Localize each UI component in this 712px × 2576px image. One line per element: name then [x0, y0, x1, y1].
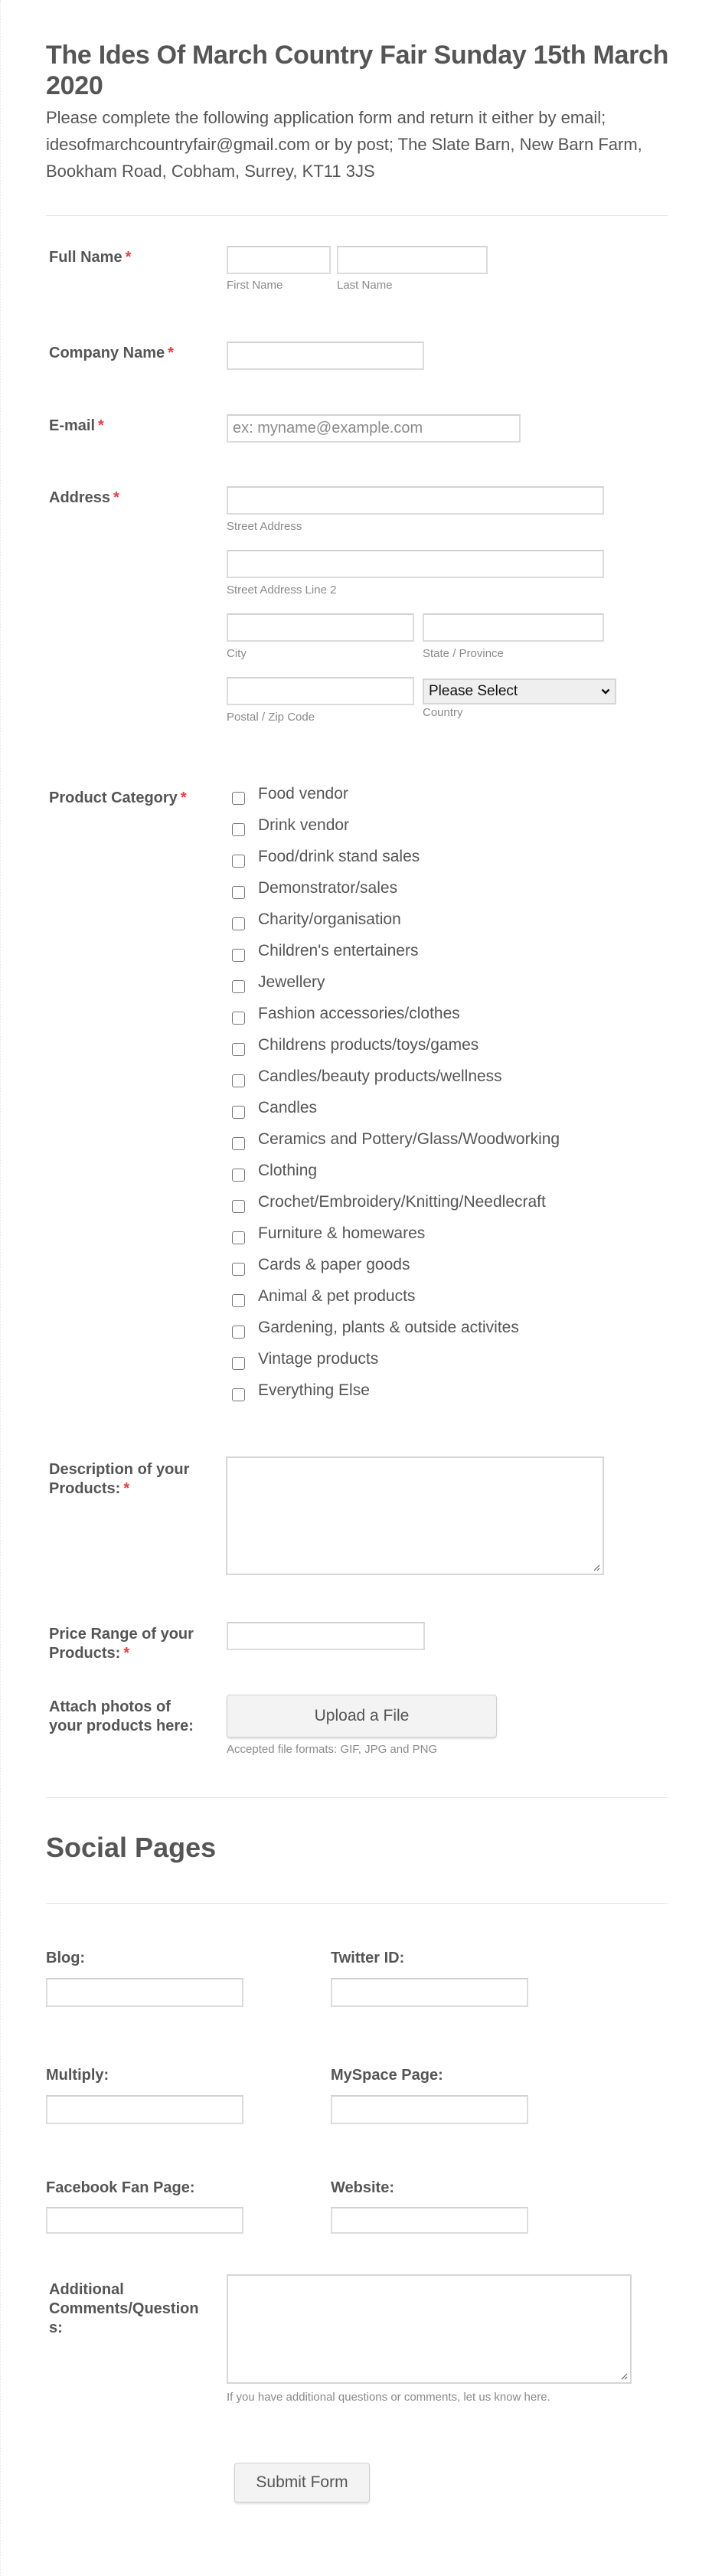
first-name-sublabel: First Name	[227, 279, 283, 292]
twitter-id-label: Twitter ID:	[331, 1950, 405, 1966]
company-name-label-text: Company Name	[49, 345, 165, 361]
company-name-input[interactable]	[227, 342, 424, 370]
checkbox-candles[interactable]	[232, 1099, 318, 1119]
checkbox-label: Charity/organisation	[258, 910, 401, 928]
chevron-down-icon	[601, 687, 610, 696]
checkbox-label: Animal & pet products	[258, 1287, 416, 1305]
checkbox-box[interactable]	[232, 1043, 245, 1056]
checkbox-label: Jewellery	[258, 973, 325, 991]
myspace-page-input[interactable]	[331, 2095, 528, 2124]
checkbox-label: Food/drink stand sales	[258, 848, 420, 865]
checkbox-label: Candles	[258, 1099, 318, 1116]
last-name-sublabel: Last Name	[337, 279, 393, 292]
checkbox-box[interactable]	[232, 886, 245, 899]
checkbox-gardening-plants[interactable]	[232, 1319, 519, 1339]
checkbox-label: Gardening, plants & outside activites	[258, 1319, 519, 1336]
checkbox-label: Children's entertainers	[258, 942, 419, 959]
checkbox-label: Fashion accessories/clothes	[258, 1005, 460, 1022]
country-sublabel: Country	[423, 706, 463, 719]
city-input[interactable]	[227, 613, 414, 642]
checkbox-vintage-products[interactable]	[232, 1350, 379, 1370]
checkbox-box[interactable]	[232, 792, 245, 805]
price-range-label-line2: Products:	[49, 1645, 121, 1662]
checkbox-charity-organisation[interactable]	[232, 910, 401, 930]
myspace-page-label: MySpace Page:	[331, 2067, 443, 2084]
street-address-line2-input[interactable]	[227, 550, 604, 578]
required-asterisk: *	[168, 345, 174, 361]
checkbox-food-vendor[interactable]	[232, 785, 348, 805]
upload-file-button[interactable]: Upload a File	[227, 1695, 497, 1737]
full-name-label	[49, 248, 214, 267]
checkbox-label: Drink vendor	[258, 816, 350, 834]
street-address-sublabel: Street Address	[227, 520, 302, 533]
checkbox-box[interactable]	[232, 949, 245, 962]
social-divider	[46, 1903, 668, 1904]
description-label-line2: Products:	[49, 1480, 121, 1497]
checkbox-box[interactable]	[232, 1137, 245, 1150]
checkbox-label: Food vendor	[258, 785, 348, 803]
checkbox-box[interactable]	[232, 855, 245, 868]
checkbox-label: Ceramics and Pottery/Glass/Woodworking	[258, 1130, 560, 1148]
checkbox-box[interactable]	[232, 1074, 245, 1087]
checkbox-everything-else[interactable]	[232, 1381, 370, 1401]
checkbox-label: Everything Else	[258, 1381, 370, 1399]
postal-code-input[interactable]	[227, 677, 414, 705]
blog-label: Blog:	[46, 1950, 86, 1966]
website-label: Website:	[331, 2179, 394, 2196]
checkbox-box[interactable]	[232, 1388, 245, 1401]
checkbox-box[interactable]	[232, 980, 245, 993]
state-province-input[interactable]	[423, 613, 604, 642]
checkbox-box[interactable]	[232, 1294, 245, 1307]
email-label-text: E-mail	[49, 417, 96, 434]
checkbox-label: Cards & paper goods	[258, 1256, 410, 1273]
email-input[interactable]	[227, 414, 521, 443]
social-pages-heading: Social Pages	[46, 1832, 217, 1863]
country-select[interactable]	[423, 678, 616, 704]
checkbox-drink-vendor[interactable]	[232, 816, 350, 836]
address-label-text: Address	[49, 489, 111, 506]
comments-help-note: If you have additional questions or comments, let us know here.	[227, 2391, 550, 2404]
checkbox-demonstrator-sales[interactable]	[232, 879, 398, 899]
description-textarea[interactable]	[226, 1456, 604, 1575]
checkbox-label: Candles/beauty products/wellness	[258, 1067, 502, 1085]
checkbox-childrens-products[interactable]	[232, 1036, 479, 1056]
state-province-sublabel: State / Province	[423, 647, 504, 660]
full-name-label-text: Full Name	[49, 249, 122, 266]
checkbox-label: Clothing	[258, 1162, 318, 1179]
checkbox-clothing[interactable]	[232, 1162, 318, 1182]
multiply-label: Multiply:	[46, 2067, 109, 2084]
checkbox-label: Crochet/Embroidery/Knitting/Needlecraft	[258, 1193, 546, 1211]
multiply-input[interactable]	[46, 2095, 243, 2124]
checkbox-box[interactable]	[232, 1231, 245, 1244]
attach-label-line1: Attach photos of	[49, 1698, 171, 1715]
checkbox-fashion-accessories[interactable]	[232, 1005, 460, 1025]
required-asterisk: *	[123, 1645, 130, 1662]
company-name-label	[49, 344, 214, 363]
website-input[interactable]	[331, 2207, 528, 2234]
checkbox-furniture-homewares[interactable]	[232, 1224, 426, 1244]
street-address-input[interactable]	[227, 486, 604, 515]
twitter-id-input[interactable]	[331, 1978, 528, 2007]
form-title: The Ides Of March Country Fair Sunday 15th March 2020	[46, 41, 669, 100]
checkbox-cards-paper-goods[interactable]	[232, 1256, 410, 1276]
country-select-value: Please Select	[429, 683, 518, 699]
comments-label-line2: Comments/Question	[49, 2300, 199, 2317]
checkbox-box[interactable]	[232, 1106, 245, 1119]
checkbox-jewellery[interactable]	[232, 973, 325, 993]
first-name-input[interactable]	[227, 246, 331, 274]
checkbox-box[interactable]	[232, 1169, 245, 1182]
price-range-input[interactable]	[227, 1622, 425, 1650]
price-range-label	[49, 1625, 214, 1663]
blog-input[interactable]	[46, 1978, 243, 2007]
postal-code-sublabel: Postal / Zip Code	[227, 711, 315, 724]
checkbox-label: Childrens products/toys/games	[258, 1036, 479, 1054]
description-label	[49, 1460, 214, 1499]
checkbox-crochet-needlecraft[interactable]	[232, 1193, 546, 1213]
checkbox-label: Demonstrator/sales	[258, 879, 398, 897]
last-name-input[interactable]	[337, 246, 488, 274]
checkbox-animal-pet-products[interactable]	[232, 1287, 416, 1307]
required-asterisk: *	[180, 789, 187, 806]
description-label-line1: Description of your	[49, 1461, 190, 1478]
facebook-fan-page-label: Facebook Fan Page:	[46, 2179, 195, 2196]
header-divider	[46, 215, 668, 216]
checkbox-label: Vintage products	[258, 1350, 379, 1368]
comments-label-line1: Additional	[49, 2281, 124, 2298]
product-category-label-text: Product Category	[49, 789, 178, 806]
street-address-line2-sublabel: Street Address Line 2	[227, 584, 337, 597]
checkbox-box[interactable]	[232, 1357, 245, 1370]
additional-comments-textarea[interactable]	[227, 2274, 632, 2384]
checkbox-box[interactable]	[232, 1200, 245, 1213]
checkbox-ceramics-pottery[interactable]	[232, 1130, 560, 1150]
section-divider	[46, 1797, 668, 1798]
accepted-formats-note: Accepted file formats: GIF, JPG and PNG	[227, 1743, 438, 1756]
checkbox-label: Furniture & homewares	[258, 1224, 426, 1242]
required-asterisk: *	[98, 417, 104, 434]
checkbox-box[interactable]	[232, 1012, 245, 1025]
product-category-label	[49, 789, 214, 808]
submit-form-button[interactable]: Submit Form	[234, 2463, 370, 2502]
attach-photos-label	[49, 1698, 214, 1736]
form-description: Please complete the following application form and return it either by email; idesofmarchcountryfair@gmail.com or by post; The Slate Barn, New Barn Farm, Bookham Road, Cobham, Surrey, KT11 3JS	[46, 108, 642, 181]
facebook-fan-page-input[interactable]	[46, 2207, 243, 2234]
resize-grip-icon[interactable]	[593, 1564, 600, 1571]
checkbox-childrens-entertainers[interactable]	[232, 942, 419, 962]
additional-comments-label	[49, 2280, 217, 2338]
address-label	[49, 489, 214, 508]
checkbox-candles-beauty[interactable]	[232, 1067, 502, 1087]
checkbox-box[interactable]	[232, 917, 245, 930]
checkbox-box[interactable]	[232, 1263, 245, 1276]
checkbox-box[interactable]	[232, 1326, 245, 1339]
attach-label-line2: your products here:	[49, 1718, 194, 1734]
city-sublabel: City	[227, 647, 247, 660]
required-asterisk: *	[125, 249, 132, 266]
checkbox-box[interactable]	[232, 823, 245, 836]
required-asterisk: *	[123, 1480, 130, 1497]
email-label	[49, 417, 214, 436]
price-range-label-line1: Price Range of your	[49, 1626, 194, 1643]
comments-label-line3: s:	[49, 2319, 63, 2336]
resize-grip-icon[interactable]	[620, 2372, 628, 2380]
checkbox-food-drink-stand-sales[interactable]	[232, 848, 420, 868]
required-asterisk: *	[113, 489, 119, 506]
